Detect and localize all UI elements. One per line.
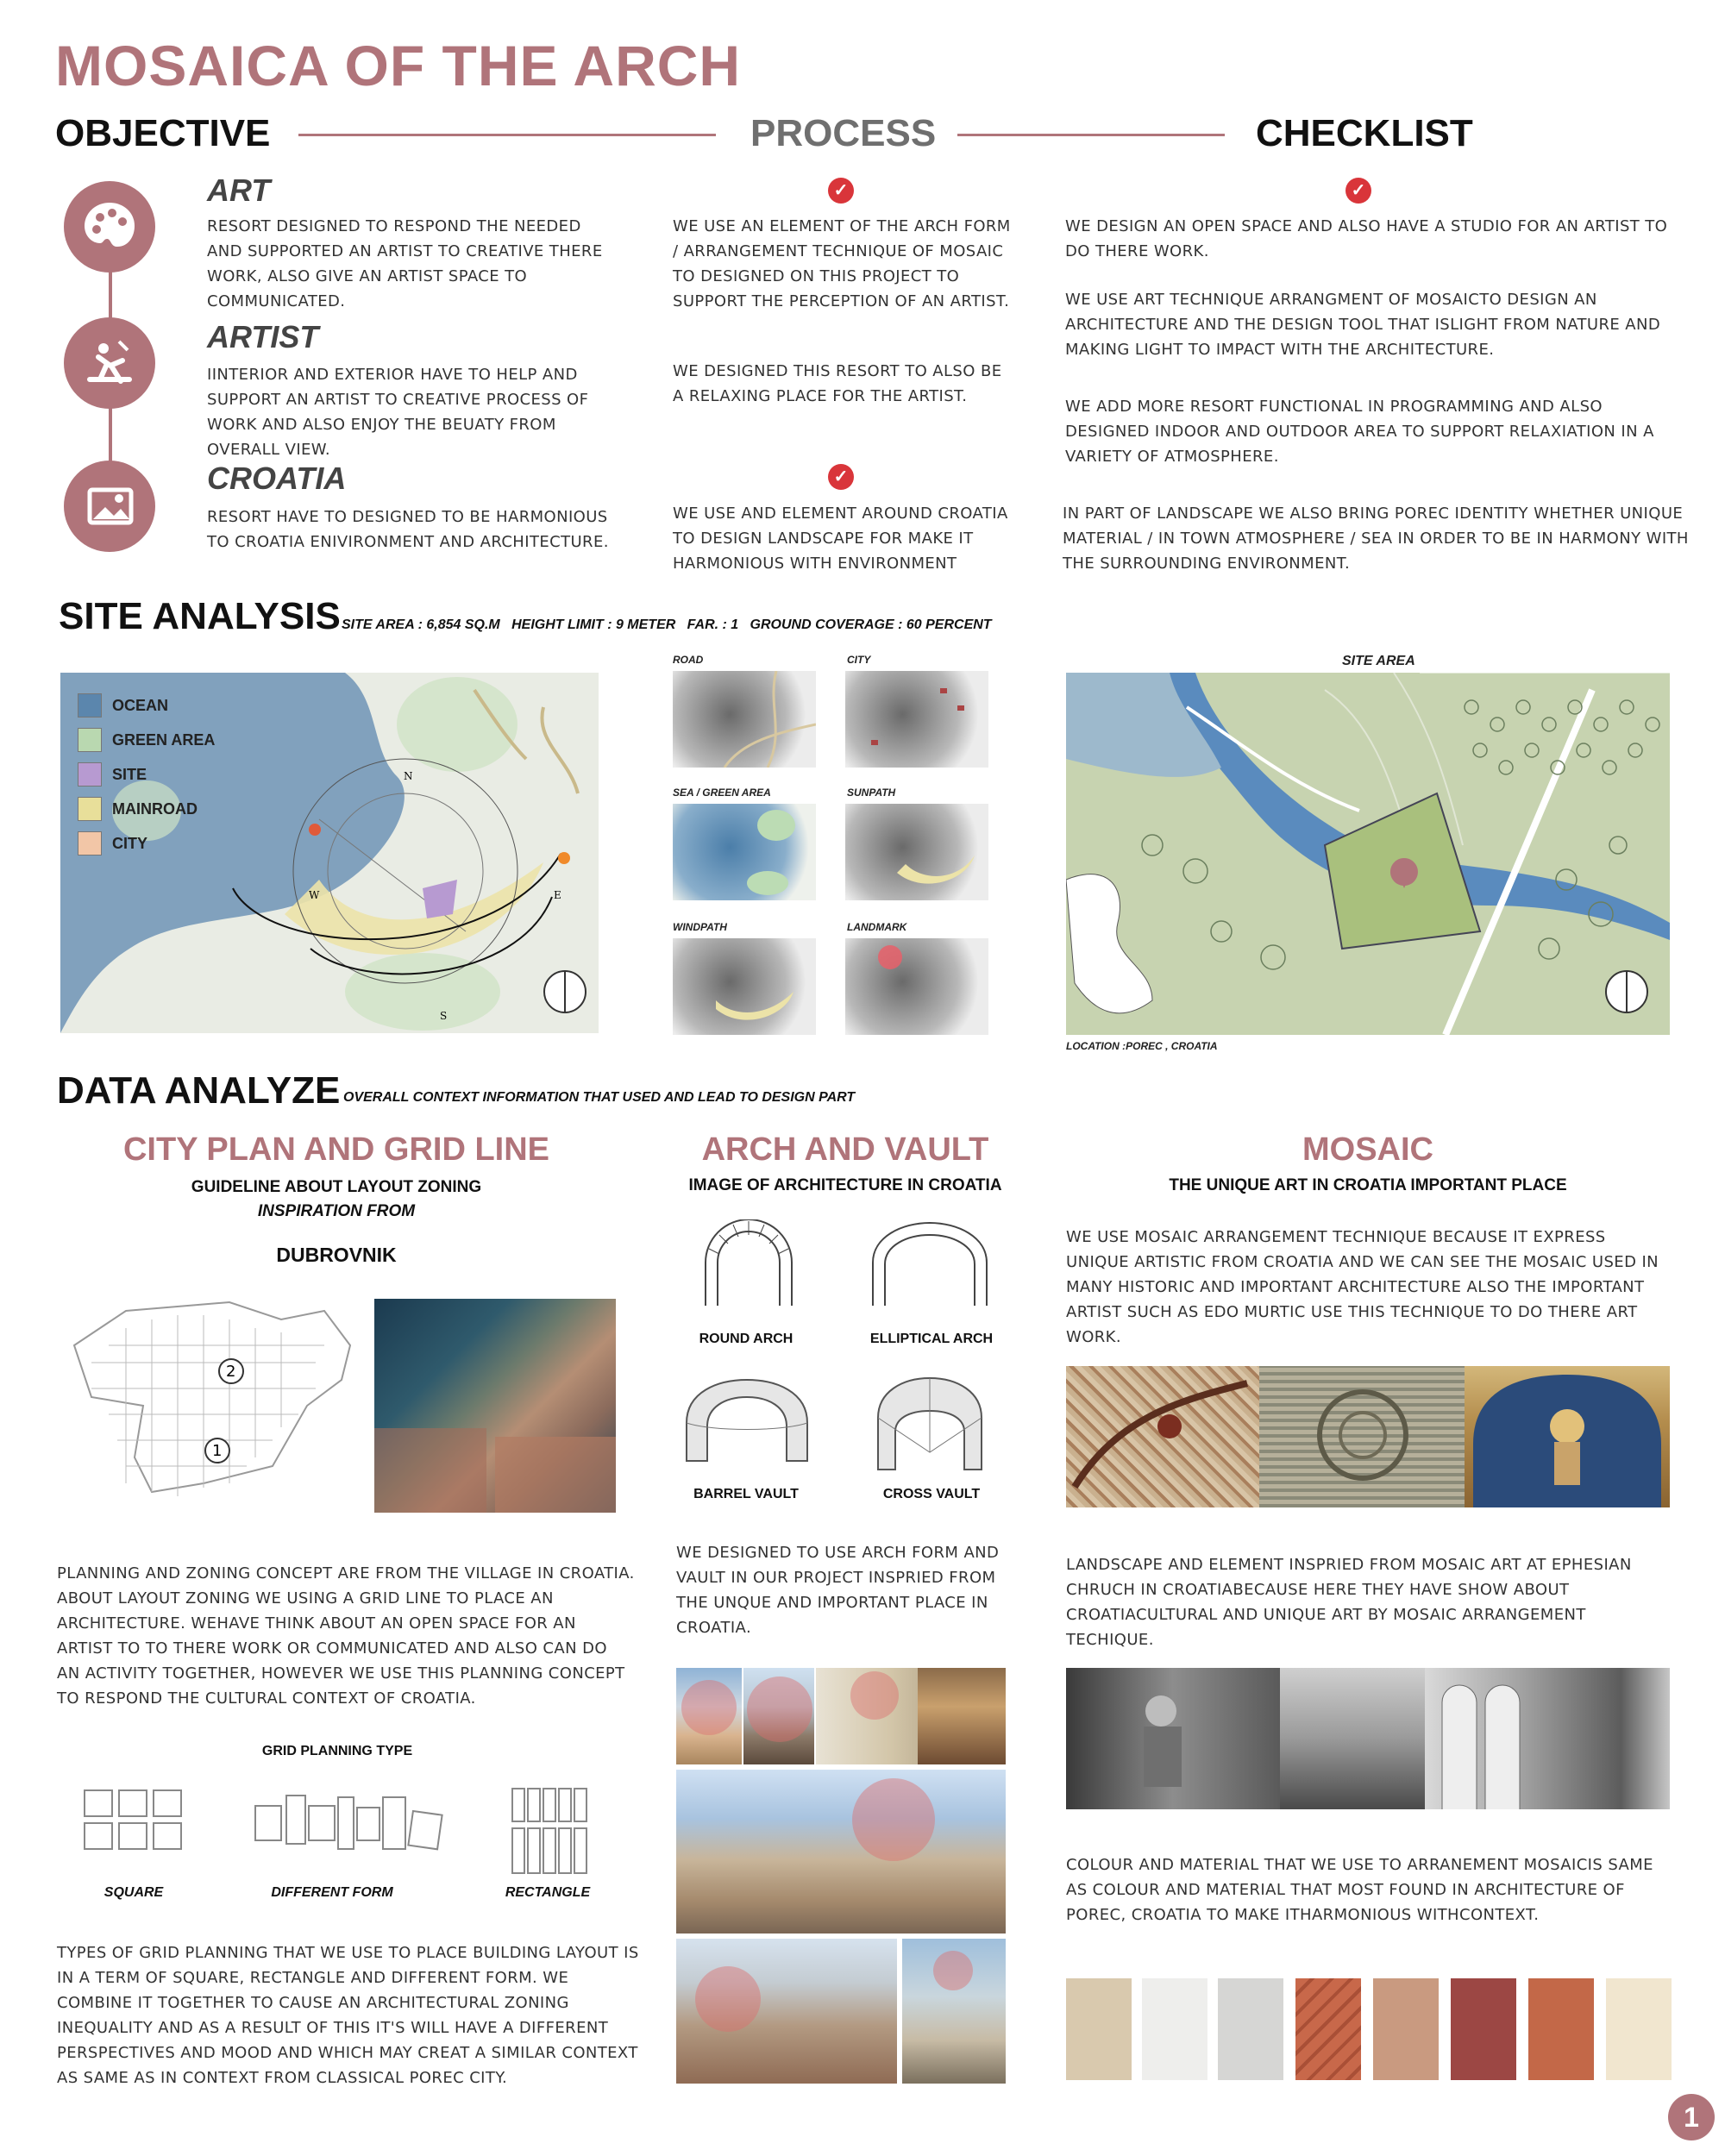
thumb-label: LANDMARK [847,921,907,933]
map-legend [78,688,215,861]
city-thumbnail [845,671,988,768]
objective-heading: CROATIA [207,461,347,496]
grid-type-label: SQUARE [104,1885,164,1900]
croatia-architecture-photo [743,1668,814,1764]
legend-item [78,826,215,861]
thumb-label: CITY [847,654,871,666]
sunpath-thumbnail [845,804,988,900]
header-divider [957,134,1225,136]
croatia-church-photo [902,1939,1006,2084]
croatia-city-photo [676,1939,897,2084]
checklist-text: WE ADD MORE RESORT FUNCTIONAL IN PROGRAMMING AND ALSO DESIGNED INDOOR AND OUTDOOR AREA TO SUPPORT RELAXIATION IN A VARIETY OF ATMOSPHERE. [1065,398,1654,466]
site-area-map [1066,673,1670,1035]
objective-circle [64,461,155,552]
mosaic-text: WE USE MOSAIC ARRANGEMENT TECHNIQUE BECAUSE IT EXPRESS UNIQUE ARTISTIC FROM CROATIA AND WE CAN SEE THE MOSAIC USED IN MANY HISTORIC AND IMPORTANT ARCHITECTURE ALSO THE IMPORTANT ARTIST SUCH AS EDO MURTIC USE THIS TECHNIQUE TO DO THERE ART WORK. [1066,1228,1659,1346]
road-thumbnail [673,671,816,768]
check-icon: ✓ [828,178,854,204]
site-map [60,673,599,1033]
header-divider [298,134,716,136]
site-area-label: SITE AREA [1342,654,1415,668]
legend-swatch [78,797,102,821]
barrel-vault-drawing [678,1375,816,1470]
data-analyze-heading: DATA ANALYZE [57,1069,341,1112]
page-title: MOSAICA OF THE ARCH [55,34,742,97]
croatia-architecture-photo [918,1668,1006,1764]
thumb-label: SEA / GREEN AREA [673,787,771,799]
plan-marker: 1 [212,1442,223,1460]
arch-type-label: BARREL VAULT [693,1487,799,1501]
material-swatch [1066,1978,1132,2080]
material-swatch [1142,1978,1208,2080]
legend-swatch [78,762,102,787]
arch-vault-text: WE DESIGNED TO USE ARCH FORM AND VAULT IN OUR PROJECT INSPRIED FROM THE UNQUE AND IMPORTANT PLACE IN CROATIA. [676,1544,1000,1637]
check-icon: ✓ [1346,178,1371,204]
legend-item [78,792,215,826]
objective-text: IINTERIOR AND EXTERIOR HAVE TO HELP AND SUPPORT AN ARTIST TO CREATIVE PROCESS OF WORK AND ALSO ENJOY THE BEUATY FROM OVERALL VIEW. [207,366,589,459]
compass-label: W [309,889,320,901]
round-arch-drawing [700,1219,797,1306]
square-grid-drawing [83,1789,185,1851]
mosaic-text: LANDSCAPE AND ELEMENT INSPRIED FROM MOSAIC ART AT EPHESIAN CHRUCH IN CROATIABECAUSE HERE THEY HAVE SHOW ABOUT CROATIACULTURAL AND UNIQUE ART BY MOSAIC ARRANGEMENT TECHIQUE. [1066,1556,1632,1649]
material-swatch [1606,1978,1672,2080]
material-swatch [1451,1978,1516,2080]
arch-vault-caption: IMAGE OF ARCHITECTURE IN CROATIA [688,1176,1002,1194]
city-name: DUBROVNIK [276,1244,397,1266]
mosaic-apse-photo [1465,1366,1670,1507]
legend-label: OCEAN [112,696,169,714]
objective-heading: ARTIST [207,319,319,354]
process-text: WE USE AN ELEMENT OF THE ARCH FORM / ARRANGEMENT TECHNIQUE OF MOSAIC TO DESIGNED ON THIS PROJECT TO SUPPORT THE PERCEPTION OF AN ARTIST. [673,217,1011,310]
landmark-thumbnail [845,938,988,1035]
sea-green-thumbnail [673,804,816,900]
site-analysis-heading: SITE ANALYSIS [59,595,341,637]
grid-planning-text: TYPES OF GRID PLANNING THAT WE USE TO PLACE BUILDING LAYOUT IS IN A TERM OF SQUARE, RECTANGLE AND DIFFERENT FORM. WE COMBINE IT TOGETHER TO CAUSE AN ARCHITECTURAL ZONING INEQUALITY AND AS A RESULT OF THIS IT'S WILL HAVE A DIFFERENT PERSPECTIVES AND MOOD AND WHICH MAY CREAT A SIMILAR CONTEXT AS SAME AS IN CONTEXT FROM CLASSICAL POREC CITY. [57,1944,639,2087]
thumb-label: SUNPATH [847,787,896,799]
checklist-text: WE DESIGN AN OPEN SPACE AND ALSO HAVE A STUDIO FOR AN ARTIST TO DO THERE WORK. [1065,217,1668,260]
legend-swatch [78,728,102,752]
thumb-label: ROAD [673,654,704,666]
palette-icon [64,181,155,273]
relaxing-person-icon [64,317,155,409]
compass-label: S [440,1010,448,1022]
legend-item [78,723,215,757]
objective-header: OBJECTIVE [55,112,271,154]
checklist-text: WE USE ART TECHNIQUE ARRANGMENT OF MOSAICTO DESIGN AN ARCHITECTURE AND THE DESIGN TOOL THAT ISLIGHT FROM NATURE AND MAKING LIGHT TO IMPACT WITH THE ARCHITECTURE. [1065,291,1661,359]
process-text: WE DESIGNED THIS RESORT TO ALSO BE A RELAXING PLACE FOR THE ARTIST. [673,362,1002,405]
material-swatch [1295,1978,1361,2080]
material-swatch [1218,1978,1283,2080]
legend-label: GREEN AREA [112,730,216,749]
compass-label: N [404,770,413,782]
legend-label: MAINROAD [112,799,198,818]
arch-type-label: CROSS VAULT [882,1487,981,1501]
arch-type-label: ROUND ARCH [699,1332,794,1346]
legend-item [78,757,215,792]
check-icon: ✓ [828,464,854,490]
process-text: WE USE AND ELEMENT AROUND CROATIA TO DESIGN LANDSCAPE FOR MAKE IT HARMONIOUS WITH ENVIRONMENT [673,505,1008,573]
windpath-thumbnail [673,938,816,1035]
artist-studio-photo [1280,1668,1425,1809]
site-analysis-note: SITE AREA : 6,854 SQ.M HEIGHT LIMIT : 9 METER FAR. : 1 GROUND COVERAGE : 60 PERCENT [342,617,992,632]
croatia-cathedral-photo [676,1770,1006,1934]
grid-planning-title: GRID PLANNING TYPE [261,1744,413,1758]
location-caption: LOCATION :POREC , CROATIA [1066,1040,1218,1052]
artist-working-photo [1066,1668,1280,1809]
objective-circle [64,317,155,409]
legend-swatch [78,693,102,718]
city-plan-text: PLANNING AND ZONING CONCEPT ARE FROM THE VILLAGE IN CROATIA. ABOUT LAYOUT ZONING WE USING A GRID LINE TO PLACE AN ARCHITECTURE. WEHAVE THINK ABOUT AN OPEN SPACE FOR AN ARTIST TO TO THERE WORK OR COMMUNICATED AND ALSO CAN DO AN ACTIVITY TOGETHER, HOWEVER WE USE THIS PLANNING CONCEPT TO RESPOND THE CULTURAL CONTEXT OF CROATIA. [57,1564,635,1708]
material-swatch [1528,1978,1594,2080]
objective-text: RESORT DESIGNED TO RESPOND THE NEEDED AND SUPPORTED AN ARTIST TO CREATIVE THERE WORK, ALSO GIVE AN ARTIST SPACE TO COMMUNICATED. [207,217,603,310]
city-plan-title: CITY PLAN AND GRID LINE [122,1131,550,1168]
dubrovnik-plan-drawing [57,1294,354,1514]
objective-heading: ART [207,172,271,208]
city-plan-caption: INSPIRATION FROM [257,1202,416,1220]
compass-label: E [554,889,561,901]
mosaic-title: MOSAIC [1302,1131,1433,1168]
objective-text: RESORT HAVE TO DESIGNED TO BE HARMONIOUS TO CROATIA ENIVIRONMENT AND ARCHITECTURE. [207,508,609,551]
picture-icon [64,461,155,552]
croatia-architecture-photo [676,1668,742,1764]
checklist-header: CHECKLIST [1256,112,1473,154]
process-header: PROCESS [750,112,937,154]
plan-marker: 2 [226,1363,236,1381]
cross-vault-drawing [871,1375,988,1475]
objective-circle [64,181,155,273]
mosaic-text: COLOUR AND MATERIAL THAT WE USE TO ARRANEMENT MOSAICIS SAME AS COLOUR AND MATERIAL THAT MOST FOUND IN ARCHITECTURE OF POREC, CROATIA TO MAKE ITHARMONIOUS WITHCONTEXT. [1066,1856,1653,1924]
checklist-text: IN PART OF LANDSCAPE WE ALSO BRING POREC IDENTITY WHETHER UNIQUE MATERIAL / IN TOWN ATMOSPHERE / SEA IN ORDER TO BE IN HARMONY WITH THE SURROUNDING ENVIRONMENT. [1063,505,1689,573]
legend-label: SITE [112,765,147,783]
arch-type-label: ELLIPTICAL ARCH [869,1332,994,1346]
arch-vault-title: ARCH AND VAULT [701,1131,989,1168]
mosaic-photo [1066,1366,1259,1507]
page-number-badge: 1 [1668,2094,1715,2140]
artist-at-work-photo [1425,1668,1670,1809]
dubrovnik-aerial-photo [374,1299,616,1513]
different-form-grid-drawing [252,1789,445,1858]
city-plan-caption: GUIDELINE ABOUT LAYOUT ZONING [191,1178,482,1196]
data-analyze-note: OVERALL CONTEXT INFORMATION THAT USED AND LEAD TO DESIGN PART [343,1090,856,1105]
legend-label: CITY [112,834,148,852]
legend-item [78,688,215,723]
thumb-label: WINDPATH [673,921,727,933]
mosaic-floor-photo [1259,1366,1465,1507]
rectangle-grid-drawing [511,1787,590,1877]
material-swatch [1373,1978,1439,2080]
grid-type-label: RECTANGLE [505,1885,591,1900]
legend-swatch [78,831,102,856]
elliptical-arch-drawing [868,1219,992,1306]
mosaic-caption: THE UNIQUE ART IN CROATIA IMPORTANT PLACE [1169,1176,1567,1194]
grid-type-label: DIFFERENT FORM [271,1885,393,1900]
